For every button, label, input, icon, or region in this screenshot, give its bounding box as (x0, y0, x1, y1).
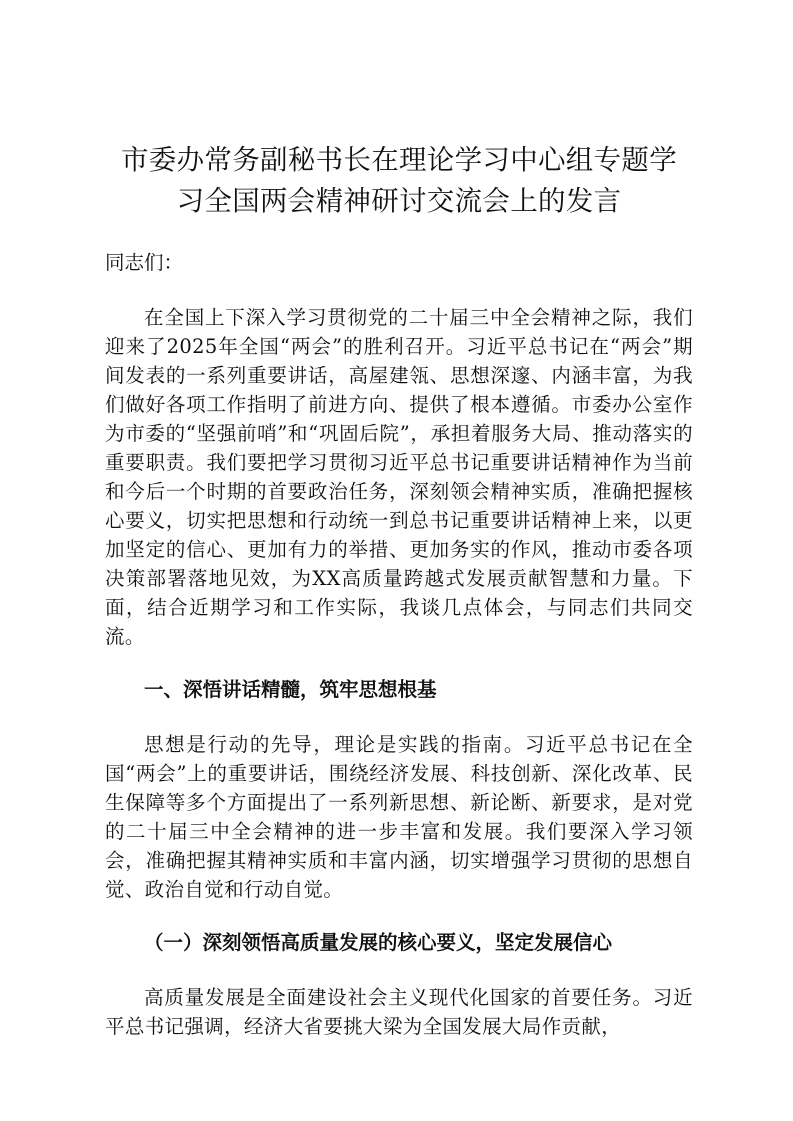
paragraph-subsection-1: 高质量发展是全面建设社会主义现代化国家的首要任务。习近平总书记强调，经济大省要挑大梁为全国发展大局作贡献， (105, 986, 693, 1038)
document-title (105, 140, 693, 222)
paragraph-section-1: 思想是行动的先导，理论是实践的指南。习近平总书记在全国“两会”上的重要讲话，围绕经济发展、科技创新、深化改革、民生保障等多个方面提出了一系列新思想、新论断、新要求，是对党的二十届三中全会精神的进一步丰富和发展。我们要深入学习领会，准确把握其精神实质和丰富内涵，切实增强学习贯彻的思想自觉、政治自觉和行动自觉。 (105, 733, 693, 901)
section-heading-1: 一、深悟讲话精髓，筑牢思想根基 (144, 678, 437, 701)
subsection-heading-1: （一）深刻领悟高质量发展的核心要义，坚定发展信心 (144, 931, 613, 954)
salutation: 同志们： (105, 251, 184, 274)
document-body (105, 140, 693, 1041)
title-line-2: 习全国两会精神研讨交流会上的发言 (176, 185, 622, 217)
title-line-1: 市委办常务副秘书长在理论学习中心组专题学 (121, 144, 677, 176)
paragraph-intro: 在全国上下深入学习贯彻党的二十届三中全会精神之际，我们迎来了2025年全国“两会”的胜利召开。习近平总书记在“两会”期间发表的一系列重要讲话，高屋建瓴、思想深邃、内涵丰富，为我们做好各项工作指明了前进方向、提供了根本遵循。市委办公室作为市委的“坚强前哨”和“巩固后院”，承担着服务大局、推动落实的重要职责。我们要把学习贯彻习近平总书记重要讲话精神作为当前和今后一个时期的首要政治任务，深刻领会精神实质，准确把握核心要义，切实把思想和行动统一到总书记重要讲话精神上来，以更加坚定的信心、更加有力的举措、更加务实的作风，推动市委各项决策部署落地见效，为XX高质量跨越式发展贡献智慧和力量。下面，结合近期学习和工作实际，我谈几点体会，与同志们共同交流。 (105, 306, 693, 648)
